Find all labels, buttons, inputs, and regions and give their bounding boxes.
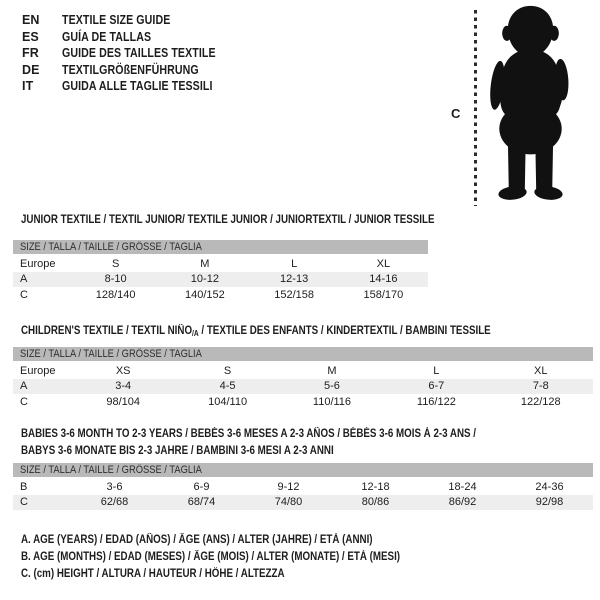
cell: 6-7 [384,379,488,395]
children-size-table [13,347,593,410]
language-title: GUIDA ALLE TAGLIE TESSILI [62,79,213,94]
size-header-row [13,347,593,363]
cell: 3-4 [71,379,175,395]
row-label: A [13,379,71,395]
cell: 122/128 [520,395,561,408]
cell: 62/68 [71,495,158,511]
cell: 3-6 [106,480,123,493]
cell: 110/116 [312,395,352,408]
note-height-cm: C. (cm) HEIGHT / ALTURA / HAUTEUR / HÖHE / ALTEZZA [21,568,285,580]
language-title-list [22,12,243,95]
language-code: DE [22,62,40,77]
language-title: GUÍA DE TALLAS [62,29,152,44]
language-title: TEXTILGRÖßENFÜHRUNG [62,62,199,77]
row-label: Europe [20,364,56,377]
language-title: GUIDE DES TAILLES TEXTILE [62,46,216,61]
cell: 74/80 [245,495,332,511]
note-age-months: B. AGE (MONTHS) / EDAD (MESES) / ÂGE (MOIS) / ALTER (MONATE) / ETÀ (MESI) [21,551,401,563]
cell: S [111,257,120,270]
cell: 4-5 [175,379,279,395]
cell: M [327,364,337,377]
size-header-row [13,240,428,256]
cell: 158/170 [363,288,404,301]
junior-size-table [13,240,428,303]
note-age-years: A. AGE (YEARS) / EDAD (AÑOS) / ÂGE (ANS) / ALTER (JAHRE) / ETÀ (ANNI) [21,534,373,546]
row-label: B [20,480,28,493]
babies-size-table [13,463,593,510]
cell: 7-8 [489,379,593,395]
cell: 12-13 [250,272,339,288]
subscript-text: /A [192,329,199,338]
cell: 12-18 [361,480,390,493]
cell: 152/158 [274,288,314,301]
cell: 14-16 [339,272,428,288]
cell: 98/104 [106,395,141,408]
cell: 6-9 [193,480,210,493]
cell: 86/92 [419,495,506,511]
language-row-en [22,12,243,29]
language-row-de [22,62,243,79]
cell: 116/122 [416,395,456,408]
language-code: IT [22,79,34,94]
cell: 24-36 [535,480,564,493]
cell: 8-10 [71,272,160,288]
cell: XS [115,364,131,377]
table-row-europe [13,363,593,379]
children-table-title: CHILDREN'S TEXTILE / TEXTIL NIÑO/A / TEXTILE DES ENFANTS / KINDERTEXTIL / BAMBINI TESSILE [21,325,491,338]
cell: 80/86 [332,495,419,511]
language-row-it [22,78,243,95]
cell: 104/110 [208,395,248,408]
cell: XL [534,364,548,377]
height-measure-dotted-line [474,10,477,206]
cell: 92/98 [506,495,593,511]
size-header-band: SIZE / TALLA / TAILLE / GRÖSSE / TAGLIA [13,463,593,479]
table-row-age [13,379,593,395]
size-header-row [13,463,593,479]
cell: L [291,257,298,270]
cell: 68/74 [158,495,245,511]
row-label: C [20,288,28,301]
table-row-europe [13,256,428,272]
junior-table-title: JUNIOR TEXTILE / TEXTIL JUNIOR/ TEXTILE JUNIOR / JUNIORTEXTIL / JUNIOR TESSILE [21,214,435,226]
row-label: Europe [20,257,56,270]
cell: 140/152 [184,288,225,301]
cell: 5-6 [280,379,384,395]
babies-table-title: BABIES 3-6 MONTH TO 2-3 YEARS / BEBÉS 3-6 MESES A 2-3 AÑOS / BÉBÉS 3-6 MOIS À 2-3 ANS / BABYS 3-6 MONATE BIS 2-3 JAHRE / BAMBINI 3-6 MESI A 2-3 ANNI [21,428,477,457]
cell: 9-12 [277,480,300,493]
size-header-band: SIZE / TALLA / TAILLE / GRÖSSE / TAGLIA [13,240,428,256]
baby-silhouette [483,4,578,212]
cell: M [200,257,210,270]
cell: S [223,364,232,377]
legend-notes [21,532,467,583]
size-header-band: SIZE / TALLA / TAILLE / GRÖSSE / TAGLIA [13,347,593,363]
table-row-age [13,272,428,288]
cell: XL [376,257,391,270]
height-measure-label: C [451,106,461,121]
cell: 18-24 [448,480,477,493]
row-label: C [13,495,71,511]
row-label: A [13,272,71,288]
table-row-age-months [13,479,593,495]
cell: 128/140 [95,288,136,301]
language-row-fr [22,45,243,62]
language-code: FR [22,46,39,61]
language-code: ES [22,29,39,44]
table-row-height [13,495,593,511]
language-code: EN [22,13,40,28]
table-row-height [13,394,593,410]
cell: L [433,364,440,377]
table-row-height [13,287,428,303]
cell: 10-12 [160,272,249,288]
language-row-es [22,29,243,46]
row-label: C [20,395,28,408]
language-title: TEXTILE SIZE GUIDE [62,13,171,28]
